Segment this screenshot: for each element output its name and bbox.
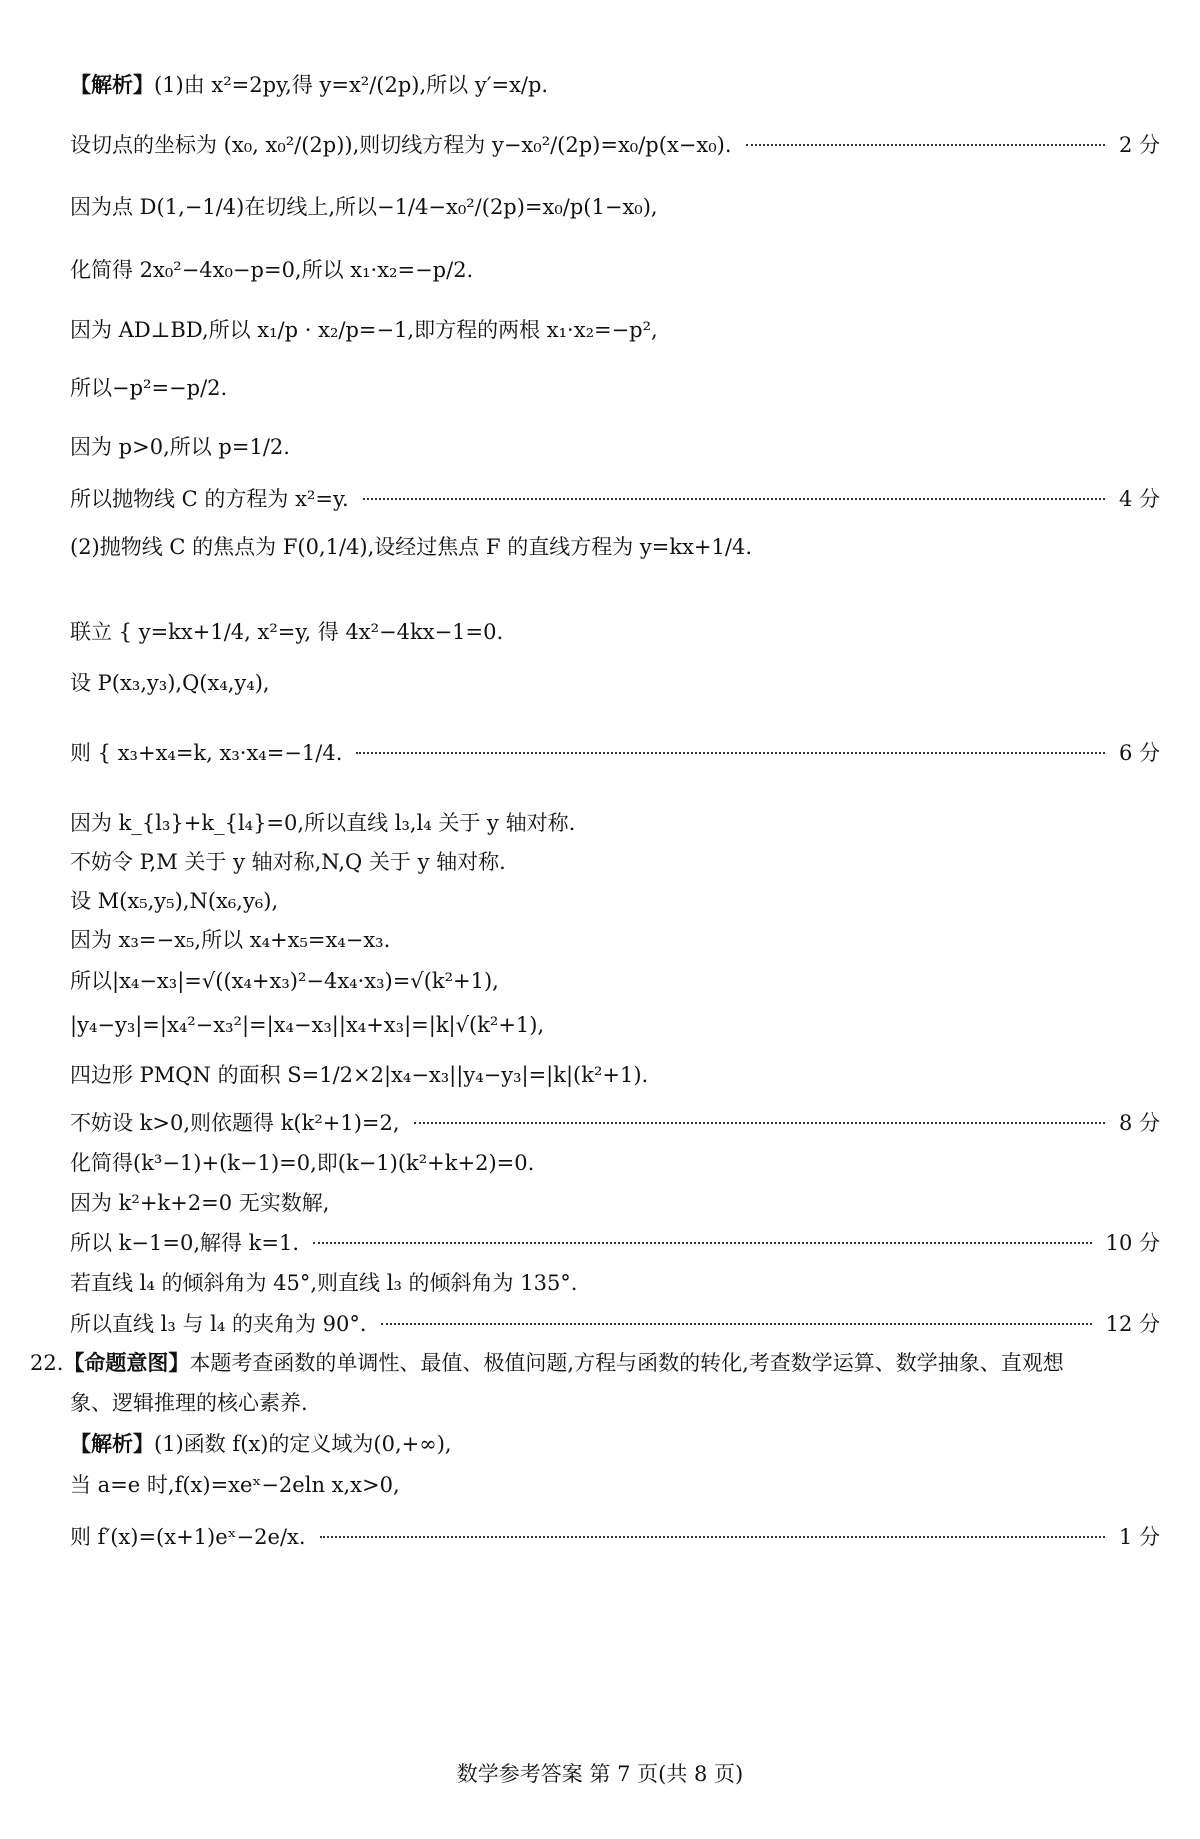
line-text: 设切点的坐标为 (x₀, x₀²/(2p)),则切线方程为 y−x₀²/(2p)=x₀/p(x−x₀). (70, 133, 732, 157)
line-text: 不妨令 P,M 关于 y 轴对称,N,Q 关于 y 轴对称. (70, 850, 506, 874)
line-13 (70, 808, 1160, 838)
line-3 (70, 192, 1160, 222)
line-15 (70, 886, 1160, 916)
score-label: 6 分 (1118, 741, 1160, 765)
line-text: 因为点 D(1,−1/4)在切线上,所以−1/4−x₀²/(2p)=x₀/p(1−x₀), (70, 195, 658, 219)
line-text: 因为 k_{l₃}+k_{l₄}=0,所以直线 l₃,l₄ 关于 y 轴对称. (70, 811, 576, 835)
line-25 (70, 1309, 1160, 1339)
line-24 (70, 1268, 1160, 1298)
line-7 (70, 432, 1160, 462)
dot-leader (746, 144, 1105, 146)
score-label: 10 分 (1105, 1231, 1160, 1255)
line-14 (70, 847, 1160, 877)
line-text: 则 f′(x)=(x+1)eˣ−2e/x. (70, 1525, 306, 1549)
line-text: 所以−p²=−p/2. (70, 376, 228, 400)
line-text: 则 { x₃+x₄=k, x₃·x₄=−1/4. (70, 741, 343, 765)
line-text: |y₄−y₃|=|x₄²−x₃²|=|x₄−x₃||x₄+x₃|=|k|√(k²+1), (70, 1013, 545, 1037)
line-text: 因为 p>0,所以 p=1/2. (70, 435, 290, 459)
line-text: 因为 AD⊥BD,所以 x₁/p · x₂/p=−1,即方程的两根 x₁·x₂=−p², (70, 318, 658, 342)
score-label: 12 分 (1105, 1312, 1160, 1336)
score-label: 2 分 (1118, 133, 1160, 157)
line-30 (70, 1522, 1160, 1552)
line-text: 所以 k−1=0,解得 k=1. (70, 1231, 300, 1255)
line-21 (70, 1148, 1160, 1178)
line-text: 所以直线 l₃ 与 l₄ 的夹角为 90°. (70, 1312, 367, 1336)
line-28 (70, 1429, 1160, 1459)
dot-leader (363, 498, 1105, 500)
line-1 (70, 70, 1160, 100)
dot-leader (320, 1536, 1105, 1538)
line-text: 【解析】(1)函数 f(x)的定义域为(0,+∞), (70, 1432, 452, 1456)
line-8 (70, 484, 1160, 514)
line-text: 因为 x₃=−x₅,所以 x₄+x₅=x₄−x₃. (70, 928, 391, 952)
line-26 (30, 1348, 1160, 1378)
line-text: 若直线 l₄ 的倾斜角为 45°,则直线 l₃ 的倾斜角为 135°. (70, 1271, 578, 1295)
line-text: 化简得(k³−1)+(k−1)=0,即(k−1)(k²+k+2)=0. (70, 1151, 535, 1175)
page-footer: 数学参考答案 第 7 页(共 8 页) (456, 1762, 744, 1786)
line-16 (70, 925, 1160, 955)
line-29 (70, 1470, 1160, 1500)
line-18 (70, 1010, 1160, 1040)
line-text: 【解析】(1)由 x²=2py,得 y=x²/(2p),所以 y′=x/p. (70, 73, 549, 97)
dot-leader (381, 1323, 1092, 1325)
line-4 (70, 255, 1160, 285)
line-5 (70, 315, 1160, 345)
line-23 (70, 1228, 1160, 1258)
line-27 (70, 1388, 1160, 1418)
line-9 (70, 532, 1160, 562)
line-10 (70, 617, 1160, 647)
line-text: 当 a=e 时,f(x)=xeˣ−2eln x,x>0, (70, 1473, 400, 1497)
line-20 (70, 1108, 1160, 1138)
line-text: 不妨设 k>0,则依题得 k(k²+1)=2, (70, 1111, 400, 1135)
score-label: 4 分 (1118, 487, 1160, 511)
line-17 (70, 966, 1160, 996)
line-text: 四边形 PMQN 的面积 S=1/2×2|x₄−x₃||y₄−y₃|=|k|(k²+1). (70, 1063, 649, 1087)
score-label: 1 分 (1118, 1525, 1160, 1549)
line-22 (70, 1188, 1160, 1218)
line-text: 所以|x₄−x₃|=√((x₄+x₃)²−4x₄·x₃)=√(k²+1), (70, 969, 499, 993)
line-text: 象、逻辑推理的核心素养. (70, 1391, 308, 1415)
line-19 (70, 1060, 1160, 1090)
line-text: (2)抛物线 C 的焦点为 F(0,1/4),设经过焦点 F 的直线方程为 y=kx+1/4. (70, 535, 752, 559)
line-text: 化简得 2x₀²−4x₀−p=0,所以 x₁·x₂=−p/2. (70, 258, 474, 282)
line-text: 22.【命题意图】本题考查函数的单调性、最值、极值问题,方程与函数的转化,考查数学运算、数学抽象、直观想 (30, 1351, 1064, 1375)
dot-leader (356, 752, 1105, 754)
line-2 (70, 130, 1160, 160)
line-text: 设 P(x₃,y₃),Q(x₄,y₄), (70, 671, 270, 695)
line-text: 因为 k²+k+2=0 无实数解, (70, 1191, 330, 1215)
line-11 (70, 668, 1160, 698)
line-text: 联立 { y=kx+1/4, x²=y, 得 4x²−4kx−1=0. (70, 620, 504, 644)
dot-leader (414, 1122, 1105, 1124)
line-12 (70, 738, 1160, 768)
dot-leader (313, 1242, 1092, 1244)
line-text: 所以抛物线 C 的方程为 x²=y. (70, 487, 349, 511)
line-6 (70, 373, 1160, 403)
score-label: 8 分 (1118, 1111, 1160, 1135)
line-text: 设 M(x₅,y₅),N(x₆,y₆), (70, 889, 279, 913)
